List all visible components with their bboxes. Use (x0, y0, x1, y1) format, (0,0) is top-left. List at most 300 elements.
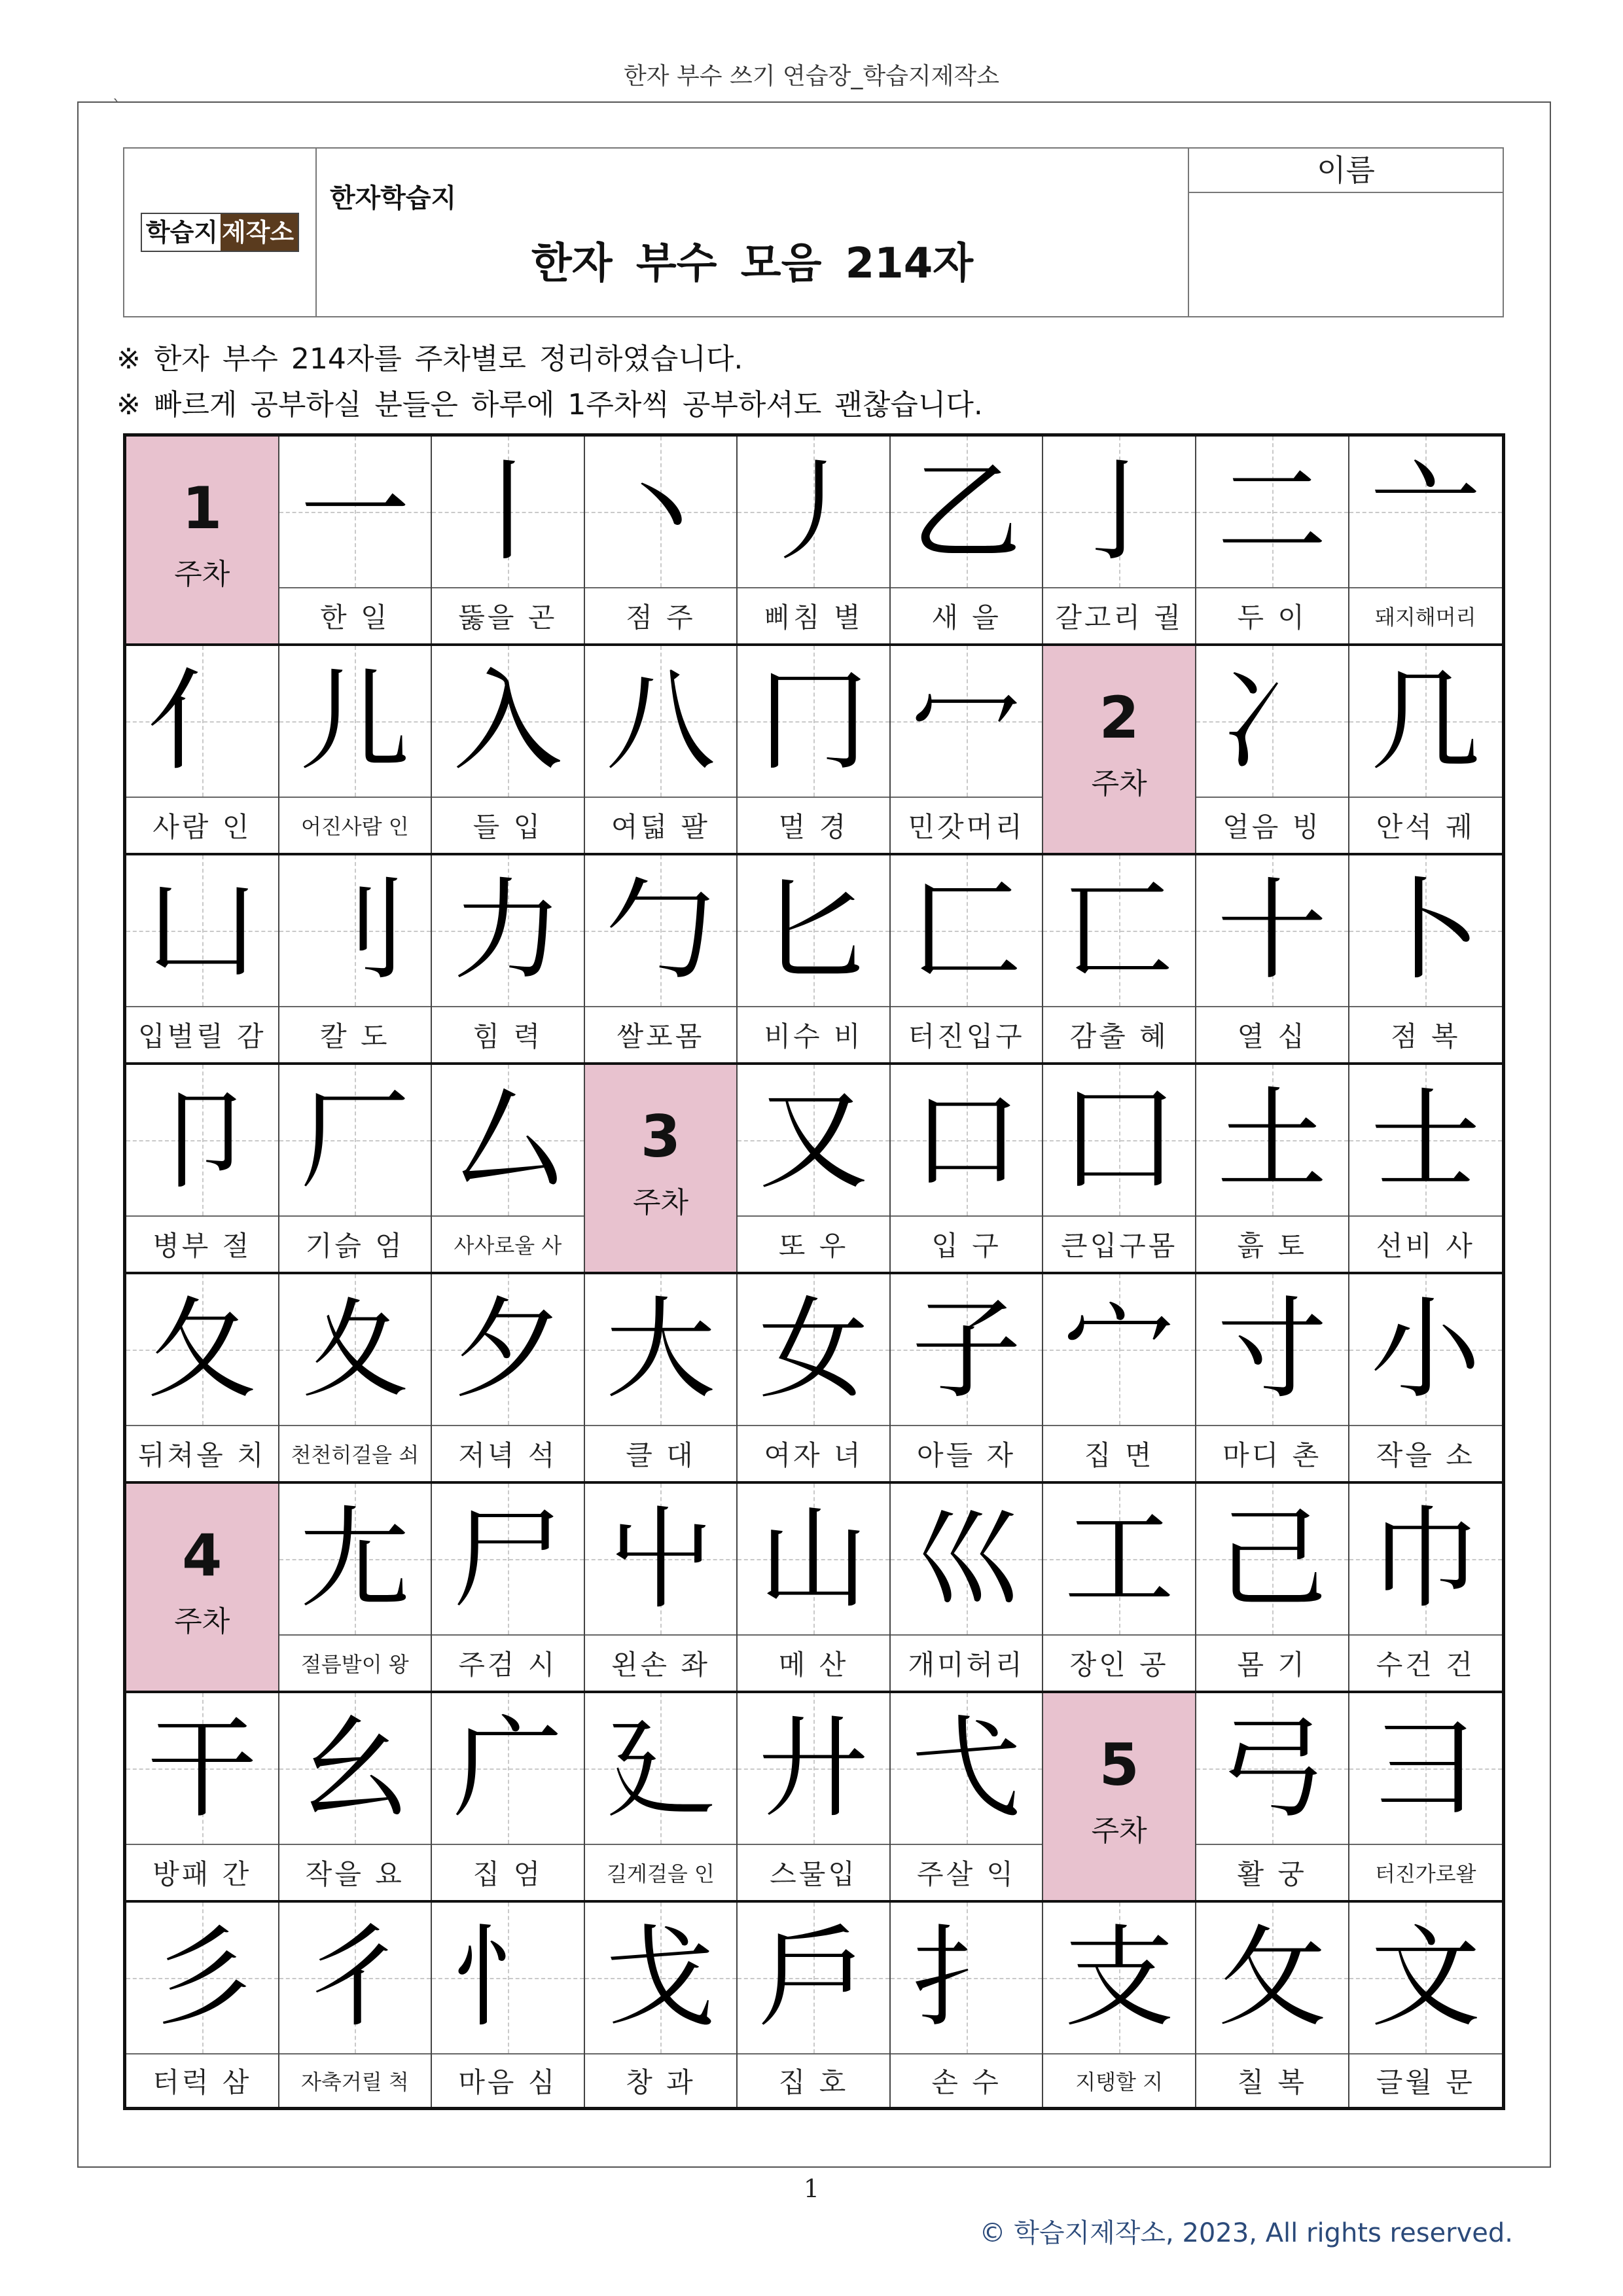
radical-character: 冫 (1217, 657, 1327, 785)
radical-character: 匸 (1064, 867, 1175, 995)
radical-cell (738, 1903, 891, 2107)
radical-meaning: 선비 사 (1376, 1230, 1475, 1262)
radical-cell (126, 1693, 279, 1900)
grid-row (126, 1903, 1502, 2107)
radical-cell (585, 855, 738, 1062)
radical-meaning: 집 호 (778, 2066, 849, 2098)
radical-meaning: 개미허리 (908, 1649, 1025, 1681)
radical-character: 士 (1370, 1076, 1481, 1204)
practice-box[interactable] (432, 1065, 584, 1217)
radical-character: 巾 (1370, 1495, 1481, 1623)
radical-cell (1349, 646, 1503, 853)
radical-cell (1196, 437, 1349, 643)
radical-cell (279, 1065, 433, 1272)
practice-box[interactable] (738, 1274, 889, 1426)
radical-meaning: 입벌릴 감 (137, 1020, 266, 1052)
radical-meaning: 글월 문 (1376, 2066, 1475, 2098)
practice-box[interactable] (1349, 1484, 1503, 1636)
radical-grid (123, 433, 1505, 2110)
radical-cell (738, 855, 891, 1062)
radical-character: 卩 (147, 1076, 257, 1204)
radical-meaning: 감출 혜 (1069, 1020, 1169, 1052)
title-box (123, 147, 1504, 317)
practice-box[interactable] (1349, 437, 1503, 588)
practice-box[interactable] (1196, 646, 1348, 798)
radical-character: 匕 (758, 867, 869, 995)
radical-character: 匚 (911, 867, 1022, 995)
radical-meaning: 비수 비 (764, 1020, 863, 1052)
radical-cell (432, 855, 585, 1062)
practice-box[interactable] (738, 437, 889, 588)
radical-meaning: 기슭 엄 (305, 1230, 404, 1262)
radical-cell (432, 437, 585, 643)
radical-character: 尸 (452, 1495, 563, 1623)
radical-character: 乙 (911, 448, 1022, 576)
practice-box[interactable] (1349, 1065, 1503, 1217)
radical-meaning: 새 을 (931, 601, 1001, 634)
radical-cell (891, 1484, 1044, 1691)
radical-cell (432, 1274, 585, 1481)
page-title: 한자 부수 모음 214자 (531, 240, 974, 288)
practice-box[interactable] (279, 646, 431, 798)
week-label: 주차 (1091, 1814, 1147, 1848)
practice-box[interactable] (891, 1484, 1043, 1636)
practice-box[interactable] (432, 1484, 584, 1636)
radical-cell (738, 1693, 891, 1900)
radical-character: 彳 (300, 1914, 410, 2042)
logo-text-2: 제작소 (221, 214, 298, 251)
radical-meaning: 방패 간 (152, 1858, 252, 1890)
practice-box[interactable] (585, 1903, 737, 2054)
radical-meaning: 손 수 (931, 2066, 1001, 2098)
practice-box[interactable] (432, 437, 584, 588)
radical-cell (1349, 437, 1503, 643)
practice-box[interactable] (1043, 1274, 1195, 1426)
radical-character: 丿 (758, 448, 869, 576)
radical-character: 土 (1217, 1076, 1327, 1204)
week-marker (585, 1065, 738, 1272)
radical-meaning: 터럭 삼 (152, 2066, 252, 2098)
radical-meaning: 칼 도 (320, 1020, 390, 1052)
radical-cell (126, 646, 279, 853)
radical-cell (1196, 1903, 1349, 2107)
practice-box[interactable] (738, 1065, 889, 1217)
radical-meaning: 천천히걸을 쇠 (291, 1443, 419, 1467)
radical-character: 囗 (1064, 1076, 1175, 1204)
radical-cell (432, 1693, 585, 1900)
radical-meaning: 한 일 (320, 601, 390, 634)
radical-meaning: 아들 자 (917, 1439, 1016, 1471)
week-marker (126, 1484, 279, 1691)
practice-box[interactable] (279, 1484, 431, 1636)
radical-meaning: 뚫을 곤 (458, 601, 558, 634)
practice-box[interactable] (279, 1693, 431, 1845)
radical-cell (585, 1484, 738, 1691)
name-cell (1189, 149, 1503, 316)
radical-character: 文 (1370, 1914, 1481, 2042)
note-2: ※ 빠르게 공부하실 분들은 하루에 1주차씩 공부하셔도 괜찮습니다. (116, 388, 983, 422)
radical-character: 一 (300, 448, 410, 576)
practice-box[interactable] (1196, 437, 1348, 588)
radical-meaning: 여자 녀 (764, 1439, 863, 1471)
practice-box[interactable] (279, 437, 431, 588)
radical-cell (1196, 646, 1349, 853)
radical-meaning: 민갓머리 (908, 811, 1025, 843)
practice-box[interactable] (432, 646, 584, 798)
week-label: 주차 (174, 558, 230, 591)
radical-character: 扌 (911, 1914, 1022, 2042)
practice-box[interactable] (585, 1484, 737, 1636)
radical-character: 丨 (452, 448, 563, 576)
radical-cell (1349, 1484, 1503, 1691)
radical-meaning: 길게걸을 인 (607, 1861, 715, 1886)
practice-box[interactable] (1043, 1065, 1195, 1217)
radical-cell (432, 1484, 585, 1691)
radical-cell (1196, 1274, 1349, 1481)
practice-box[interactable] (432, 1903, 584, 2054)
radical-meaning: 터진입구 (908, 1020, 1025, 1052)
practice-box[interactable] (1349, 646, 1503, 798)
radical-character: 弓 (1217, 1704, 1327, 1833)
radical-cell (1349, 855, 1503, 1062)
practice-box[interactable] (1043, 855, 1195, 1007)
grid-row (126, 437, 1502, 646)
grid-row (126, 855, 1502, 1065)
practice-box[interactable] (1196, 1274, 1348, 1426)
radical-character: 弋 (911, 1704, 1022, 1833)
radical-character: 广 (452, 1704, 563, 1833)
grid-row (126, 1484, 1502, 1693)
radical-character: 工 (1064, 1495, 1175, 1623)
radical-meaning: 삐침 별 (764, 601, 863, 634)
radical-cell (891, 1903, 1044, 2107)
practice-box[interactable] (585, 646, 737, 798)
radical-character: 小 (1370, 1285, 1481, 1414)
radical-cell (1196, 1693, 1349, 1900)
practice-box[interactable] (432, 1274, 584, 1426)
practice-box[interactable] (1043, 1903, 1195, 2054)
practice-box[interactable] (891, 1065, 1043, 1217)
radical-cell (1043, 437, 1196, 643)
practice-box[interactable] (126, 1065, 278, 1217)
radical-character: 夕 (452, 1285, 563, 1414)
grid-row (126, 646, 1502, 855)
radical-cell (1349, 1065, 1503, 1272)
radical-character: 寸 (1217, 1285, 1327, 1414)
radical-meaning: 작을 소 (1376, 1439, 1475, 1471)
practice-box[interactable] (891, 1274, 1043, 1426)
radical-character: 力 (452, 867, 563, 995)
practice-box[interactable] (585, 1693, 737, 1845)
practice-box[interactable] (1043, 437, 1195, 588)
radical-character: 攵 (1217, 1914, 1327, 2042)
practice-box[interactable] (891, 1903, 1043, 2054)
radical-cell (585, 1693, 738, 1900)
radical-character: 冂 (758, 657, 869, 785)
grid-row (126, 1274, 1502, 1484)
practice-box[interactable] (1196, 1065, 1348, 1217)
practice-box[interactable] (126, 855, 278, 1007)
radical-meaning: 집 면 (1084, 1439, 1154, 1471)
practice-box[interactable] (738, 646, 889, 798)
radical-cell (432, 1065, 585, 1272)
radical-character: 儿 (300, 657, 410, 785)
radical-character: 八 (605, 657, 716, 785)
radical-meaning: 주검 시 (458, 1649, 558, 1681)
practice-box[interactable] (1196, 1484, 1348, 1636)
radical-meaning: 지탱할 지 (1075, 2070, 1164, 2094)
radical-meaning: 집 엄 (473, 1858, 543, 1890)
radical-meaning: 마음 심 (458, 2066, 558, 2098)
radical-cell (432, 1903, 585, 2107)
radical-character: 山 (758, 1495, 869, 1623)
radical-character: 屮 (605, 1495, 716, 1623)
radical-meaning: 멀 경 (778, 811, 849, 843)
radical-cell (279, 646, 433, 853)
radical-cell (1196, 855, 1349, 1062)
practice-box[interactable] (432, 855, 584, 1007)
week-number: 2 (1099, 684, 1139, 751)
radical-character: 夊 (300, 1285, 410, 1414)
radical-character: 亠 (1370, 448, 1481, 576)
radical-cell (126, 1903, 279, 2107)
radical-cell (126, 1065, 279, 1272)
radical-meaning: 터진가로왈 (1374, 1861, 1476, 1886)
radical-cell (279, 1274, 433, 1481)
radical-meaning: 쌀포몸 (616, 1020, 705, 1052)
practice-box[interactable] (738, 1693, 889, 1845)
radical-meaning: 열 십 (1237, 1020, 1307, 1052)
radical-character: 厶 (452, 1076, 563, 1204)
radical-cell (279, 1484, 433, 1691)
radical-meaning: 자축거릴 척 (300, 2070, 409, 2094)
week-label: 주차 (174, 1605, 230, 1638)
radical-cell (432, 646, 585, 853)
week-number: 5 (1099, 1731, 1139, 1799)
radical-meaning: 몸 기 (1237, 1649, 1307, 1681)
radical-meaning: 작을 요 (305, 1858, 404, 1890)
practice-box[interactable] (1043, 1484, 1195, 1636)
radical-cell (1043, 855, 1196, 1062)
practice-box[interactable] (1349, 855, 1503, 1007)
radical-character: 廴 (605, 1704, 716, 1833)
radical-meaning: 큰입구몸 (1061, 1230, 1178, 1262)
logo-cell (124, 149, 317, 316)
practice-box[interactable] (1196, 855, 1348, 1007)
radical-cell (585, 646, 738, 853)
radical-meaning: 갈고리 궐 (1055, 601, 1183, 634)
practice-box[interactable] (738, 1903, 889, 2054)
radical-cell (1043, 1274, 1196, 1481)
logo-text-1: 학습지 (142, 214, 221, 251)
radical-meaning: 돼지해머리 (1374, 605, 1476, 630)
radical-character: 几 (1370, 657, 1481, 785)
practice-box[interactable] (891, 1693, 1043, 1845)
radical-meaning: 메 산 (778, 1649, 849, 1681)
brand-logo (141, 213, 299, 252)
radical-cell (738, 646, 891, 853)
radical-meaning: 얼음 빙 (1222, 811, 1322, 843)
page-header: 한자 부수 쓰기 연습장_학습지제작소 (624, 63, 999, 90)
radical-character: 子 (911, 1285, 1022, 1414)
radical-cell (1043, 1484, 1196, 1691)
week-number: 4 (182, 1522, 223, 1589)
radical-meaning: 점 주 (626, 601, 696, 634)
practice-box[interactable] (585, 855, 737, 1007)
radical-meaning: 수건 건 (1376, 1649, 1475, 1681)
radical-character: 宀 (1064, 1285, 1175, 1414)
radical-character: 又 (758, 1076, 869, 1204)
radical-character: 入 (452, 657, 563, 785)
radical-cell (1043, 1903, 1196, 2107)
practice-box[interactable] (432, 1693, 584, 1845)
radical-meaning: 입 구 (931, 1230, 1001, 1262)
radical-meaning: 어진사람 인 (300, 814, 409, 839)
radical-cell (126, 855, 279, 1062)
radical-meaning: 주살 익 (917, 1858, 1016, 1890)
practice-box[interactable] (738, 1484, 889, 1636)
practice-box[interactable] (279, 1065, 431, 1217)
radical-cell (585, 1274, 738, 1481)
radical-meaning: 왼손 좌 (611, 1649, 710, 1681)
copyright-notice: © 학습지제작소, 2023, All rights reserved. (979, 2218, 1513, 2248)
radical-meaning: 안석 궤 (1376, 811, 1475, 843)
radical-character: 大 (605, 1285, 716, 1414)
radical-cell (738, 1274, 891, 1481)
radical-meaning: 절름발이 왕 (300, 1652, 409, 1677)
radical-character: 厂 (300, 1076, 410, 1204)
week-marker (1043, 1693, 1196, 1900)
radical-meaning: 스물입 (770, 1858, 857, 1890)
practice-box[interactable] (1196, 1693, 1348, 1845)
grid-row (126, 1065, 1502, 1274)
radical-cell (738, 1065, 891, 1272)
radical-cell (1349, 1903, 1503, 2107)
radical-cell (738, 1484, 891, 1691)
radical-character: 丶 (605, 448, 716, 576)
radical-character: 尢 (300, 1495, 410, 1623)
name-field[interactable] (1189, 193, 1503, 316)
radical-character: 戈 (605, 1914, 716, 2042)
practice-box[interactable] (126, 646, 278, 798)
radical-character: 卜 (1370, 867, 1481, 995)
practice-box[interactable] (891, 855, 1043, 1007)
page-number: 1 (803, 2174, 820, 2203)
radical-cell (891, 855, 1044, 1062)
title-cell (317, 149, 1189, 316)
practice-box[interactable] (891, 646, 1043, 798)
practice-box[interactable] (279, 1903, 431, 2054)
radical-cell (738, 437, 891, 643)
radical-character: 夂 (147, 1285, 257, 1414)
radical-cell (585, 1903, 738, 2107)
radical-character: 二 (1217, 448, 1327, 576)
grid-row (126, 1693, 1502, 1903)
radical-character: 亻 (147, 657, 257, 785)
week-number: 3 (640, 1103, 681, 1170)
radical-character: 彐 (1370, 1704, 1481, 1833)
radical-character: 支 (1064, 1914, 1175, 2042)
subtitle: 한자학습지 (330, 183, 457, 213)
radical-meaning: 창 과 (626, 2066, 696, 2098)
practice-box[interactable] (585, 1274, 737, 1426)
radical-cell (279, 437, 433, 643)
radical-meaning: 점 복 (1391, 1020, 1461, 1052)
practice-box[interactable] (1349, 1274, 1503, 1426)
radical-cell (891, 646, 1044, 853)
corner-mark: ` (113, 97, 120, 115)
radical-meaning: 또 우 (778, 1230, 849, 1262)
radical-meaning: 들 입 (473, 811, 543, 843)
radical-meaning: 저녁 석 (458, 1439, 558, 1471)
radical-character: 口 (911, 1076, 1022, 1204)
radical-cell (126, 1274, 279, 1481)
radical-character: 巛 (911, 1495, 1022, 1623)
radical-cell (1349, 1693, 1503, 1900)
radical-character: 己 (1217, 1495, 1327, 1623)
radical-character: 廾 (758, 1704, 869, 1833)
radical-cell (891, 1693, 1044, 1900)
radical-character: 勹 (605, 867, 716, 995)
radical-cell (1043, 1065, 1196, 1272)
radical-cell (1196, 1065, 1349, 1272)
radical-cell (585, 437, 738, 643)
week-label: 주차 (632, 1186, 688, 1219)
radical-meaning: 뒤쳐올 치 (137, 1439, 266, 1471)
week-marker (1043, 646, 1196, 853)
week-number: 1 (182, 475, 223, 542)
radical-character: 忄 (452, 1914, 563, 2042)
radical-character: 亅 (1064, 448, 1175, 576)
practice-box[interactable] (585, 437, 737, 588)
radical-meaning: 장인 공 (1069, 1649, 1169, 1681)
radical-meaning: 마디 촌 (1222, 1439, 1322, 1471)
practice-box[interactable] (1349, 1693, 1503, 1845)
radical-cell (891, 1065, 1044, 1272)
practice-box[interactable] (126, 1274, 278, 1426)
radical-cell (279, 855, 433, 1062)
radical-meaning: 두 이 (1237, 601, 1307, 634)
radical-character: 女 (758, 1285, 869, 1414)
radical-meaning: 여덟 팔 (611, 811, 710, 843)
practice-box[interactable] (279, 1274, 431, 1426)
radical-meaning: 클 대 (626, 1439, 696, 1471)
practice-box[interactable] (1349, 1903, 1503, 2054)
practice-box[interactable] (126, 1903, 278, 2054)
radical-character: 干 (147, 1704, 257, 1833)
radical-cell (1196, 1484, 1349, 1691)
radical-meaning: 사사로울 사 (454, 1233, 562, 1258)
radical-character: 戶 (758, 1914, 869, 2042)
practice-box[interactable] (1196, 1903, 1348, 2054)
practice-box[interactable] (279, 855, 431, 1007)
radical-cell (891, 1274, 1044, 1481)
radical-character: 彡 (147, 1914, 257, 2042)
week-label: 주차 (1091, 767, 1147, 800)
radical-cell (1349, 1274, 1503, 1481)
radical-character: 冖 (911, 657, 1022, 785)
practice-box[interactable] (891, 437, 1043, 588)
radical-meaning: 사람 인 (152, 811, 252, 843)
radical-cell (279, 1693, 433, 1900)
practice-box[interactable] (738, 855, 889, 1007)
practice-box[interactable] (126, 1693, 278, 1845)
radical-meaning: 활 궁 (1237, 1858, 1307, 1890)
radical-meaning: 힘 력 (473, 1020, 543, 1052)
note-1: ※ 한자 부수 214자를 주차별로 정리하였습니다. (116, 342, 743, 376)
radical-meaning: 병부 절 (152, 1230, 252, 1262)
name-label: 이름 (1189, 149, 1503, 193)
